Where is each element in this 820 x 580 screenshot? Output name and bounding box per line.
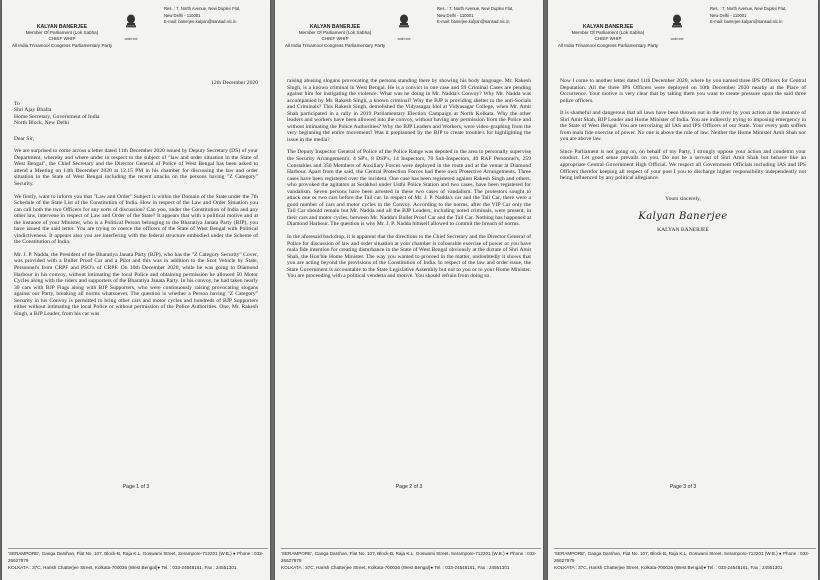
res-line-1: Res. : 7, North Avenue, New Duplex Flat, <box>710 6 787 11</box>
paragraph: Since Parliament is not going on, on behalf of my Party, I strongly oppose your action and condemn your conduct. Let good sense prevails on you. Do not be a servant of Shri Amit Shah but behave like an appropriate Central Government High Official. We respect all Government Officials including IAS and IPS Officers therefor keeping all respect of your post I you to discharge higher responsibility independently not being influenced by any political allegiance. <box>560 148 806 182</box>
addressee-designation: Home Secretary, Government of India <box>14 113 100 120</box>
letterhead-address <box>710 6 815 26</box>
footer-line-2: KOLKATA : 37C, Harish Chatterjee Street, Kolkata-700026 (West Bengal)● Tel. : 033-24548161, Fax : 24551301 <box>8 564 237 570</box>
email-line: E-mail: banerjee.kalyan@sansad.nic.in <box>437 19 510 24</box>
ashoka-emblem-icon <box>670 14 684 32</box>
salutation: Dear Sir, <box>14 135 34 142</box>
letter-page-2 <box>275 0 543 580</box>
sender-role: Member Of Parliament (Lok Sabha) <box>298 30 372 36</box>
letterhead-sender <box>548 24 668 49</box>
letterhead-address <box>164 6 269 26</box>
addressee-name: Shri Ajay Bhalla <box>14 107 52 114</box>
emblem-motto: सत्यमेव जयते <box>670 38 684 41</box>
page-number: Page 1 of 3 <box>122 484 150 490</box>
sender-role: Member Of Parliament (Lok Sabha) <box>571 30 645 36</box>
letter-footer <box>281 548 541 571</box>
letterhead <box>2 0 270 60</box>
addressee-block <box>14 101 258 127</box>
paragraph: It is shameful and dangerous that all laws have been thrown out in the river by your action at the instance of Shri Amit Shah, BJP Leader and Home Minister of India. You are indirectly trying to imposing emergency in the State of West Bengal. You are terrorizing all IAS and IPS Officers of our State. Your every path suffers from mala fide exercise of power. No one is above the rule of law. Neither the Home Minister Amit Shah nor you are above law. <box>560 110 806 143</box>
footer-line-2: KOLKATA : 37C, Harish Chatterjee Street, Kolkata-700026 (West Bengal)● Tel. : 033-24548161, Fax : 24551301 <box>554 564 783 570</box>
closing: Yours sincerely, <box>665 195 701 202</box>
res-line-2: New Delhi - 110001 <box>437 12 474 18</box>
email-line: E-mail: banerjee.kalyan@sansad.nic.in <box>164 19 237 24</box>
letterhead <box>548 0 818 60</box>
paragraph: Mr. J. P. Nadda, the President of the Bharatiya Janata Party (BJP), who has the "Z Category Security" Cover, was provided with a Bullet Proof Car and a Pilot and this was in addition to the Scot Vehicle by State, Personnel's from CRPF and PSO's of CRPF. On 10th December 2020, while he was going to Diamond Harbour in his convoy, without intimating the local Police and obtaining permission he allowed 50 Motor Cycles along with the riders and supporters of the Bharatiya Janata Party. In his convoy, he had taken nearly 30 cars with BJP Flags along with BJP Supporters, who were continuously raising provocating slogans against our Party, breaking all norms whatsoever. The question is whether a Person having "Z Category" Security in his Convoy is permitted to bring other cars and motor cycles and hundreds of BJP Supporters either without intimating the local Police or without permission of the Police Authorities. One, Mr. Rakesh Singh, a BJP Leader, from his car was <box>14 251 258 317</box>
footer-line-2: KOLKATA : 37C, Harish Chatterjee Street, Kolkata-700026 (West Bengal)● Tel. : 033-24548161, Fax : 24551301 <box>281 564 510 570</box>
paragraph: We are surprised to come across a letter dated 11th December 2020 issued by Deputy Secretary (DS) of your Department, whereby and where under in respect to the subject of "law and order situation in the State of West Bengal", the Chief Secretary and the Director General of Police of West Bengal has been asked to attend a Meeting on 14th December 2020 at 12.15 PM in his chamber for discussing the law and order situation in the State of West Bengal including the recent attacks on the persons having "Z Category" Security. <box>14 148 258 188</box>
letter-page-3 <box>548 0 818 580</box>
sender-name: KALYAN BANERJEE <box>582 24 634 30</box>
sender-role: Member Of Parliament (Lok Sabha) <box>25 30 99 36</box>
sender-name: KALYAN BANERJEE <box>36 24 88 30</box>
res-line-2: New Delhi - 110001 <box>164 12 201 18</box>
emblem-motto: सत्यमेव जयते <box>397 38 411 41</box>
national-emblem <box>397 14 411 41</box>
letter-body-page-3 <box>560 78 806 239</box>
page-number: Page 3 of 3 <box>669 484 697 490</box>
letter-footer <box>8 548 268 571</box>
res-line-1: Res. : 7, North Avenue, New Duplex Flat, <box>164 6 241 11</box>
res-line-1: Res. : 7, North Avenue, New Duplex Flat, <box>437 6 514 11</box>
sender-party: All India Trinamool Congress Parliamentary Party <box>11 42 113 48</box>
letterhead-sender <box>275 24 395 49</box>
paragraph: Now I come to another letter dated 11th December 2020, where by you named three IPS Officers for Central Deputation. All the three IPS Officers were deployed on 10th December 2020 nearby at the Place of Occurrence. Your motive is very clear that by taking them you want to create pressure upon the said three police officers. <box>560 78 806 104</box>
sender-party: All India Trinamool Congress Parliamentary Party <box>557 42 659 48</box>
footer-line-1: 'SERAMPORE', Ganga Darshan, Flat No. 107, Block-B, Raja K.L. Goswami Street, Serampore-712201 (W.B.) ● Phone : 033-26627979 <box>8 551 264 563</box>
letterhead <box>275 0 543 60</box>
footer-line-1: 'SERAMPORE', Ganga Darshan, Flat No. 107, Block-B, Raja K.L. Goswami Street, Serampore-712201 (W.B.) ● Phone : 033-26627979 <box>281 551 537 563</box>
to-label: To <box>14 100 20 107</box>
footer-line-1: 'SERAMPORE', Ganga Darshan, Flat No. 107, Block-B, Raja K.L. Goswami Street, Serampore-712201 (W.B.) ● Phone : 033-26627979 <box>554 551 810 563</box>
sender-title: CHIEF WHIP <box>321 36 349 42</box>
signature: Kalyan Banerjee <box>638 211 728 223</box>
letterhead-address <box>437 6 542 26</box>
sender-name: KALYAN BANERJEE <box>309 24 361 30</box>
letter-footer <box>554 548 816 571</box>
emblem-motto: सत्यमेव जयते <box>124 38 138 41</box>
paragraph: The Deputy Inspector General of Police of the Police Range was deputed in the area to personally supervise the Security Arrangement's. 4 SP's, 8 DSP's, 14 Inspectors, 70 Sub-Inspectors, 40 RAF Personnel's, 259 Constables and 350 Members of Auxiliary Forces were deployed in the route and at the venue at Diamond Harbour. Apart from the said, the Central Protection Forces had there own Protective Arrangements. Three cases have been registered over the incident. One case has been registered against Rakesh Singh and others, who provoked the agitators at Serakhol under Usthi Police Station and two cases, have been registered for vandalism. Seven persons have been arrested in these two cases of vandalism. The protestors sought to attack one or two cars before the Tail car. In respect of Mr. J. P. Nadda's car and the Tail Car, there were a good number of cars and motor cycles in the Convoy. According to the norms, after the VIP Car only the Tail Car should remain but Mr. Nadda and all the BJP Leaders, including noted criminals, were present, in their cars and motor cycles, between Mr. Nadda's Bullet Proof Car and the Tail Car. Nothing has happened at Diamond Harbour. The question is why Mr. J. P. Nadda himself allowed to commit the breach of norms. <box>287 149 531 228</box>
letter-date: 12th December 2020 <box>211 80 258 86</box>
email-line: E-mail: banerjee.kalyan@sansad.nic.in <box>710 19 783 24</box>
page-number: Page 2 of 3 <box>395 484 423 490</box>
signatory-name: KALYAN BANERJEE <box>657 226 709 233</box>
letterhead-sender <box>2 24 122 49</box>
ashoka-emblem-icon <box>124 14 138 32</box>
letter-page-1 <box>2 0 270 580</box>
sender-party: All India Trinamool Congress Parliamentary Party <box>284 42 386 48</box>
addressee-office: North Block, New Delhi <box>14 120 69 127</box>
letter-body-page-2 <box>287 78 531 286</box>
sender-title: CHIEF WHIP <box>48 36 76 42</box>
paragraph: We firstly, want to inform you that "Law and Order" Subject is within the Domain of the State under the 7th Schedule of the State List of the Constitution of India. How in respect of the Law and Order Situation you can call both the two Officers for any sorts of discussion? Can you, under the Constitution of India and any other law, intervene in respect of Law and Order of the State? It appears that with a political motive and at the instance of your Minister, who is a Political Person belonging to the Bharatiya Janata Party (BJP), you have issued the said letter. You are trying to coerce the officers of the State of West Bengal with Political vindictiveness. It appears also you are interfering with the federal structure embodied under the Scheme of the Constitution of India. <box>14 193 258 246</box>
paragraph: raising abusing slogans provocating the persons standing there by showing his body language. Mr. Rakesh Singh, is a known criminal in West Bengal. He is a convict in one case and 59 Criminal Cases are pending against him for instigating the violence. What was he doing in Mr. Nadda's Convoy? Why Mr. Nadda was accompanied by Mr. Rakesh Singh, a known criminal? Why the BJP is providing shelter to the anti-Socials and Criminals? This Rakesh Singh, demolished the Vidyasagar Idol at Vidyasagar College, when Mr. Amit Shah participated in a rally in 2019 Parliamentary Election Campaign at North Kolkata. Why the other leaders and workers have been allowed into the convoy, without having any permission from the Police and without intimating the Police Authorities? Why the BJP Leaders and Workers, were video-graphing from the very beginning the entire movement? Was it preplanned by the BJP to create trouble's for highlighting the issue in the media? <box>287 78 531 143</box>
ashoka-emblem-icon <box>397 14 411 32</box>
national-emblem <box>670 14 684 41</box>
res-line-2: New Delhi - 110001 <box>710 12 747 18</box>
national-emblem <box>124 14 138 41</box>
sender-title: CHIEF WHIP <box>594 36 622 42</box>
letter-body-page-1 <box>14 80 258 323</box>
paragraph: In the aforesaid backdrop, it is apparent that the directions to the Chief Secretary and the Director General of Police for discussion of law and order situation at your chamber is colourable exercise of power or you have mala fide intention for creating disturbance in the State of West Bengal obviously at the dictate of Shri Amit Shah, the Hon'ble Home Minister. The way you wanted to proceed in the matter, undoubtedly it shows that you are acting beyond the provisions of the Constitution of India. In respect of the law and order issue, the State Government is accountable to the State Legislative Assembly but not to you or to your Home Minister. You are proceeding with a political vendetta and motive. You should refrain from doing so. <box>287 234 531 280</box>
